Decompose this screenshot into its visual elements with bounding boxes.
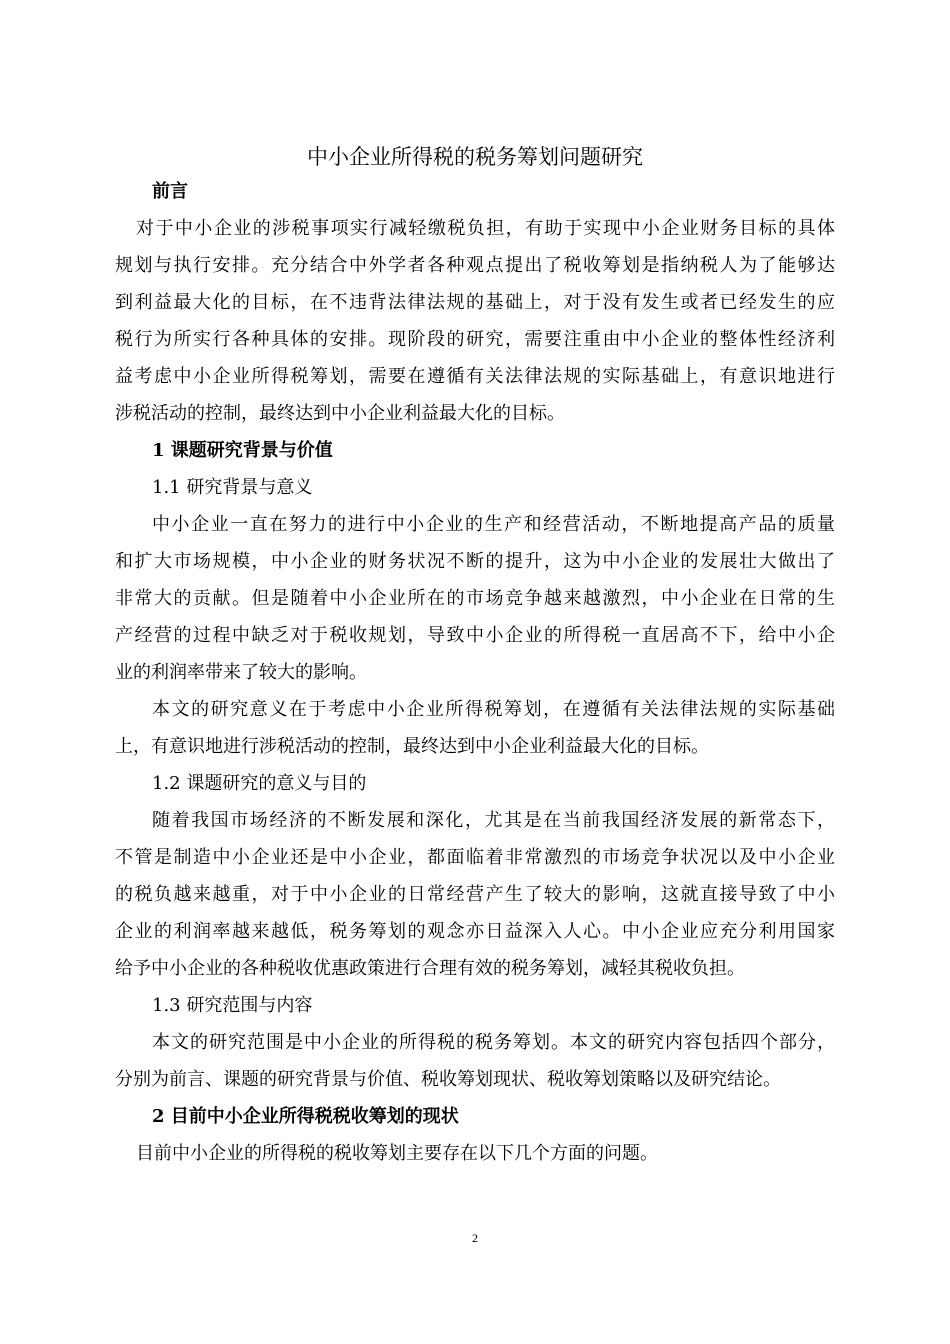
paragraph-line: 随着我国市场经济的不断发展和深化，尤其是在当前我国经济发展的新常态下，	[152, 810, 835, 831]
paragraph-line: 给予中小企业的各种税收优惠政策进行合理有效的税务筹划，减轻其税收负担。	[115, 958, 745, 979]
paragraph-line: 和扩大市场规模，中小企业的财务状况不断的提升，这为中小企业的发展壮大做出了	[115, 551, 835, 572]
paragraph-line: 上，有意识地进行涉税活动的控制，最终达到中小企业利益最大化的目标。	[115, 736, 709, 757]
heading-section-1-2: 1.2 课题研究的意义与目的	[152, 773, 367, 794]
heading-section-2: 2 目前中小企业所得税税收筹划的现状	[152, 1106, 459, 1127]
preface-line: 税行为所实行各种具体的安排。现阶段的研究，需要注重由中小企业的整体性经济利	[115, 329, 835, 350]
preface-line: 规划与执行安排。充分结合中外学者各种观点提出了税收筹划是指纳税人为了能够达	[115, 255, 835, 276]
document-title: 中小企业所得税的税务筹划问题研究	[307, 145, 643, 169]
preface-line: 涉税活动的控制，最终达到中小企业利益最大化的目标。	[115, 403, 565, 424]
paragraph-line: 中小企业一直在努力的进行中小企业的生产和经营活动，不断地提高产品的质量	[152, 514, 835, 535]
paragraph-line: 本文的研究意义在于考虑中小企业所得税筹划，在遵循有关法律法规的实际基础	[152, 699, 835, 720]
paragraph-line: 业的利润率带来了较大的影响。	[115, 662, 367, 683]
heading-section-1: 1 课题研究背景与价值	[152, 440, 333, 461]
paragraph-line: 企业的利润率越来越低，税务筹划的观念亦日益深入人心。中小企业应充分利用国家	[115, 921, 835, 942]
heading-section-1-1: 1.1 研究背景与意义	[152, 477, 313, 498]
paragraph-line: 的税负越来越重，对于中小企业的日常经营产生了较大的影响，这就直接导致了中小	[115, 884, 835, 905]
preface-line: 对于中小企业的涉税事项实行减轻缴税负担，有助于实现中小企业财务目标的具体	[136, 218, 835, 239]
page-number: 2	[472, 1231, 478, 1245]
paragraph-line: 产经营的过程中缺乏对于税收规划，导致中小企业的所得税一直居高不下，给中小企	[115, 625, 835, 646]
paragraph-line: 目前中小企业的所得税的税收筹划主要存在以下几个方面的问题。	[136, 1143, 658, 1164]
heading-section-1-3: 1.3 研究范围与内容	[152, 995, 313, 1016]
preface-line: 到利益最大化的目标，在不违背法律法规的基础上，对于没有发生或者已经发生的应	[115, 292, 835, 313]
heading-preface: 前言	[152, 181, 188, 202]
preface-line: 益考虑中小企业所得税筹划，需要在遵循有关法律法规的实际基础上，有意识地进行	[115, 366, 835, 387]
paragraph-line: 分别为前言、课题的研究背景与价值、税收筹划现状、税收筹划策略以及研究结论。	[115, 1069, 781, 1090]
paragraph-line: 本文的研究范围是中小企业的所得税的税务筹划。本文的研究内容包括四个部分，	[152, 1032, 835, 1053]
paragraph-line: 非常大的贡献。但是随着中小企业所在的市场竞争越来越激烈，中小企业在日常的生	[115, 588, 835, 609]
paragraph-line: 不管是制造中小企业还是中小企业，都面临着非常激烈的市场竞争状况以及中小企业	[115, 847, 835, 868]
